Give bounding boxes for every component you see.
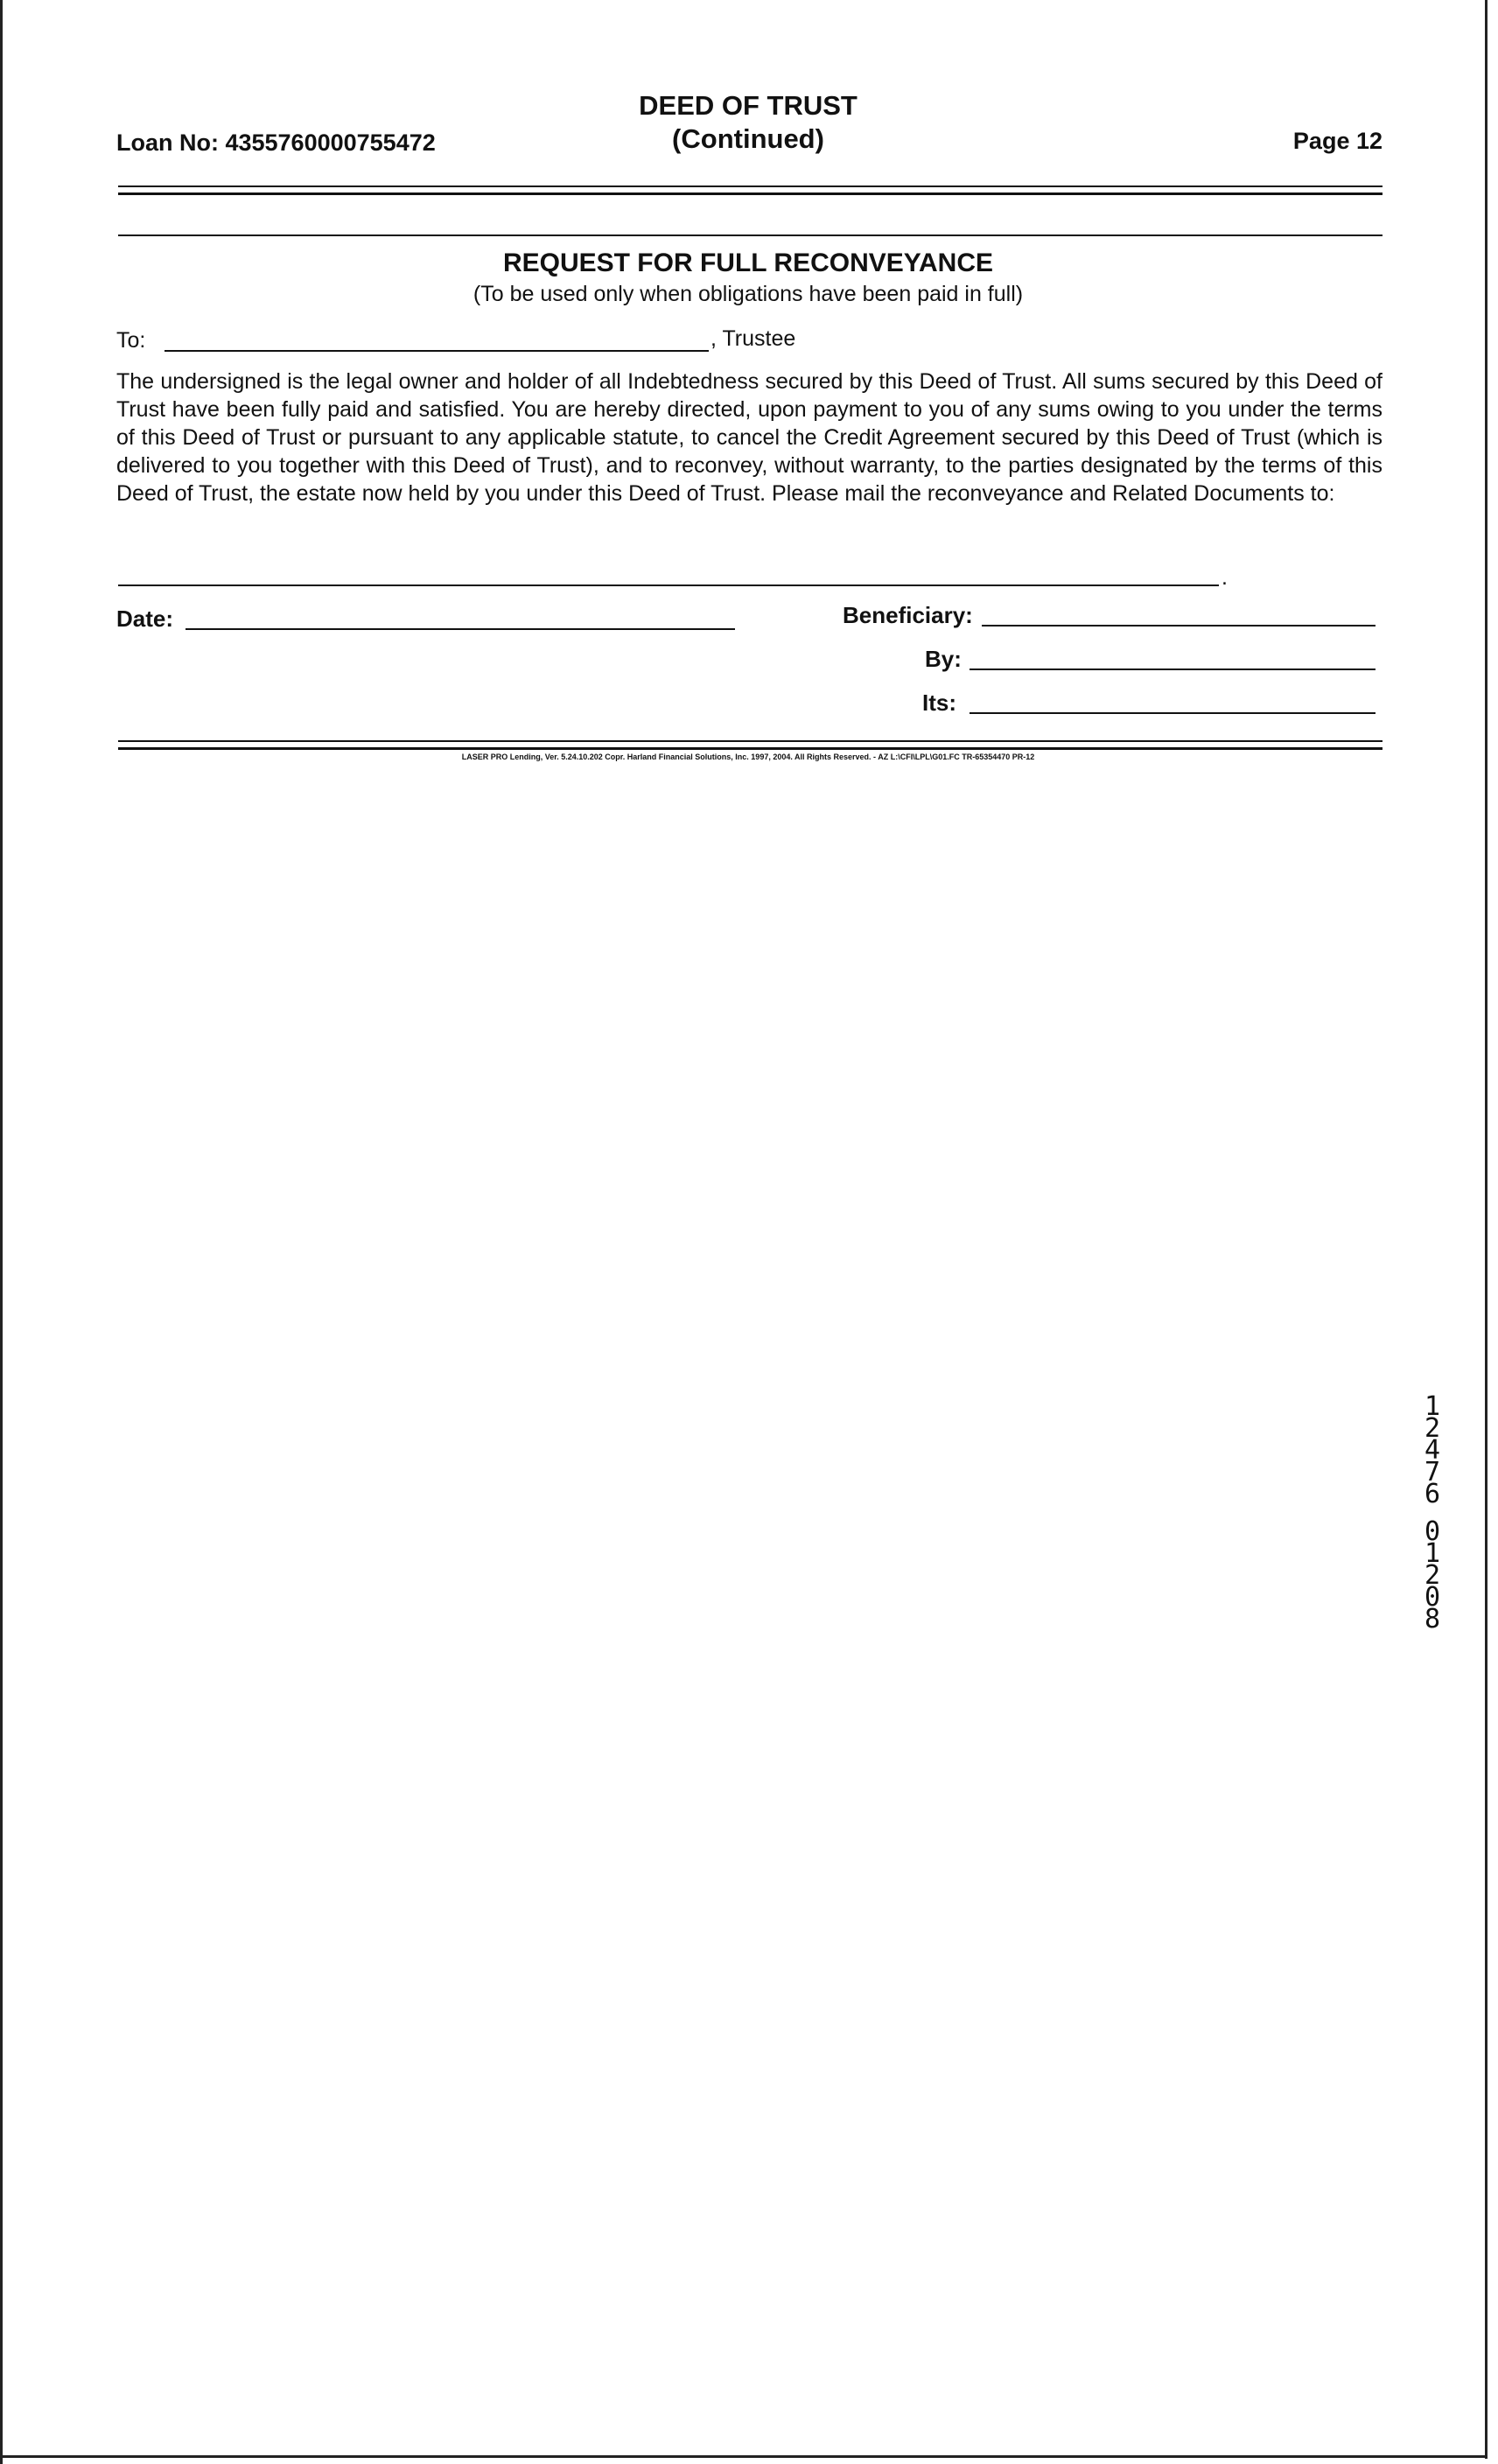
its-title-field[interactable] [970,712,1376,714]
to-label: To: [116,328,146,353]
its-label: Its: [922,690,956,716]
stamp-digit: 7 [1424,1457,1441,1488]
page-border-bottom [0,2455,1488,2458]
date-label: Date: [116,606,174,632]
loan-number: Loan No: 4355760000755472 [116,130,436,156]
by-signature-field[interactable] [970,668,1376,670]
footer-rule-top [118,740,1382,742]
date-field[interactable] [186,628,735,630]
page-border-right [1485,0,1488,2459]
stamp-digit: 4 [1424,1435,1441,1466]
header-rule-bottom [118,192,1382,195]
stamp-digit: 6 [1424,1479,1441,1509]
section-subtitle: (To be used only when obligations have been paid in full) [472,282,1024,306]
stamp-digit: 2 [1424,1413,1441,1444]
mailing-address-period: . [1222,565,1228,590]
page-number: Page 12 [1292,128,1382,154]
section-title: REQUEST FOR FULL RECONVEYANCE [502,248,994,277]
reconveyance-body: The undersigned is the legal owner and holder of all Indebtedness secured by this Deed of Trust. All sums secured by this Deed of Trust have been fully paid and satisfied. You are hereby directed, upon payment to you of any sums owing to you under the terms of this Deed of Trust or pursuant to any applicable statute, to cancel the Credit Agreement secured by this Deed of Trust (which is delivered to you together with this Deed of Trust), and to reconvey, without warranty, to the parties designated by the terms of this Deed of Trust, the estate now held by you under this Deed of Trust. Please mail the reconveyance and Related Documents to: [116,369,1382,506]
section-rule [118,234,1382,236]
recording-number-stamp [1415,1391,1450,1634]
beneficiary-field[interactable] [982,625,1376,626]
page-border-left [0,0,3,2464]
stamp-digit: 1 [1424,1391,1441,1422]
document-title-line2: (Continued) [672,123,824,154]
stamp-digit: 0 [1424,1582,1441,1613]
stamp-digit: 8 [1424,1604,1441,1634]
mailing-address-field[interactable] [118,584,1219,586]
stamp-digit: 1 [1424,1538,1441,1569]
stamp-digit: 2 [1424,1560,1441,1591]
header-rule-top [118,186,1382,187]
document-title-line1: DEED OF TRUST [639,90,858,121]
footer-rule-bottom [118,747,1382,750]
beneficiary-label: Beneficiary: [843,602,973,628]
by-label: By: [925,646,962,672]
footer-copyright: LASER PRO Lending, Ver. 5.24.10.202 Copr. Harland Financial Solutions, Inc. 1997, 2004. All Rights Reserved. - AZ L:\CFI\LPL\G01.FC TR-65354470 PR-12 [461,752,1035,761]
document-title [525,89,971,156]
trustee-name-field[interactable] [164,350,709,352]
stamp-digit: 0 [1424,1516,1441,1547]
trustee-suffix: , Trustee [710,326,796,351]
